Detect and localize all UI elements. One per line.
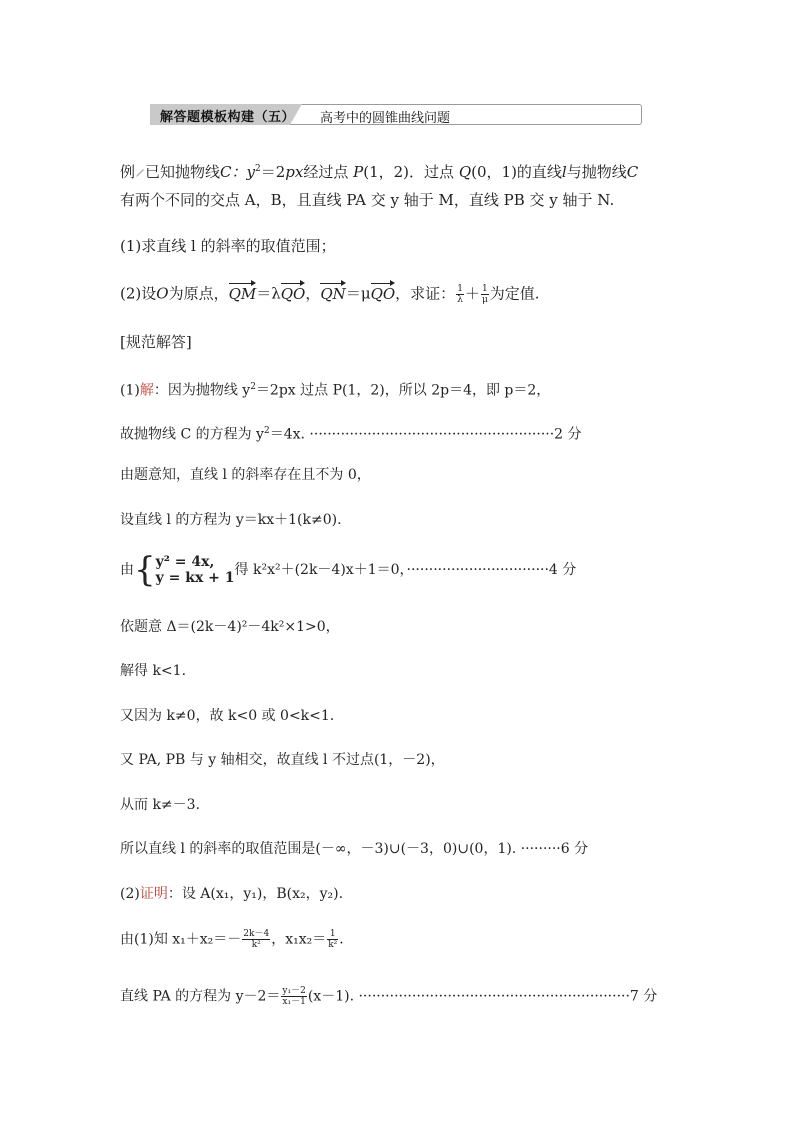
solution-line-11: 所以直线 l 的斜率的取值范围是(－∞，－3)∪(－3，0)∪(0，1). ·········6 分	[120, 841, 589, 857]
solution-line-2: 故抛物线 C 的方程为 $y^2=4x$. ·······················································2 分	[120, 426, 582, 443]
vector-qn: QN	[320, 284, 346, 303]
solution-line-8: 又因为 k≠0，故 k<0 或 0<k<1.	[120, 708, 335, 724]
solution-line-4: 设直线 l 的方程为 y＝kx＋1(k≠0).	[120, 512, 342, 528]
banner-tag-text: 解答题模板构建（五）	[160, 110, 296, 125]
system-brace: {	[134, 550, 156, 590]
solution-line-13: 由(1)知 x₁＋x₂＝－ $\frac{2k-4}{\text{k²}}$ ，x₁x₂＝ $\frac{1}{\text{k²}}$ .	[120, 929, 344, 950]
question-2: (2)设O为原点，QM＝λQO，QN＝μQO，求证： $\frac{1}{\lambda}$ ＋ $\frac{1}{\mu}$ 为定值.	[120, 284, 540, 305]
solution-line-5: 由{ y² = 4x, y = kx + 1 得 k²x²＋(2k－4)x＋1＝0，································4 分	[120, 550, 577, 590]
fraction-1-over-mu: $\frac{1}{\mu}$	[481, 284, 488, 305]
solution-heading: [规范解答]	[120, 333, 192, 351]
equation-system: y² = 4x, y = kx + 1	[155, 554, 235, 586]
solution-line-10: 从而 k≠－3.	[120, 797, 201, 813]
fraction-1-over-lambda: $\frac{1}{\lambda}$	[457, 284, 463, 305]
example-label: 例	[120, 163, 136, 181]
problem-line-2: 有两个不同的交点 A，B，且直线 PA 交 y 轴于 M，直线 PB 交 y 轴于 N.	[120, 191, 615, 209]
fraction-sum: $\frac{2k-4}{\text{k²}}$	[243, 929, 270, 950]
banner-subtitle: 高考中的圆锥曲线问题	[320, 111, 451, 126]
solution-label: 解	[139, 382, 154, 399]
vector-qo: QO	[280, 284, 306, 303]
solution-line-7: 解得 k<1.	[120, 663, 187, 679]
proof-label: 证明	[139, 886, 168, 902]
section-banner	[150, 104, 642, 125]
fraction-slope: $\frac{\text{y₁－2}}{\text{x₁－1}}$	[282, 986, 306, 1007]
vector-qm: QM	[228, 284, 257, 303]
solution-line-9: 又 PA, PB 与 y 轴相交，故直线 l 不过点(1，－2)，	[120, 752, 445, 768]
fraction-product: $\frac{1}{\text{k²}}$	[328, 929, 338, 950]
solution-line-1: (1)解：因为抛物线 $y^2=2px$ 过点 P(1，2)，所以 2p＝4，即 p＝2，	[120, 382, 551, 399]
solution-line-12: (2)证明：设 A(x₁，y₁)，B(x₂，y₂).	[120, 886, 344, 902]
solution-line-3: 由题意知，直线 l 的斜率存在且不为 0，	[120, 467, 371, 483]
vector-qo: QO	[370, 284, 396, 303]
problem-line-1: 例 已知抛物线C：$y^2=2px$经过点 P(1，2)．过点 Q(0，1)的直线l与抛物线C	[120, 163, 639, 181]
question-1: (1)求直线 l 的斜率的取值范围；	[120, 237, 336, 255]
pencil-icon	[135, 168, 145, 178]
solution-line-14: 直线 PA 的方程为 y－2＝ $\frac{\text{y₁－2}}{\text{x₁－1}}$ (x－1). ·····························································7 分	[120, 986, 658, 1007]
solution-line-6: 依题意 Δ＝(2k－4)²－4k²×1>0，	[120, 619, 340, 635]
